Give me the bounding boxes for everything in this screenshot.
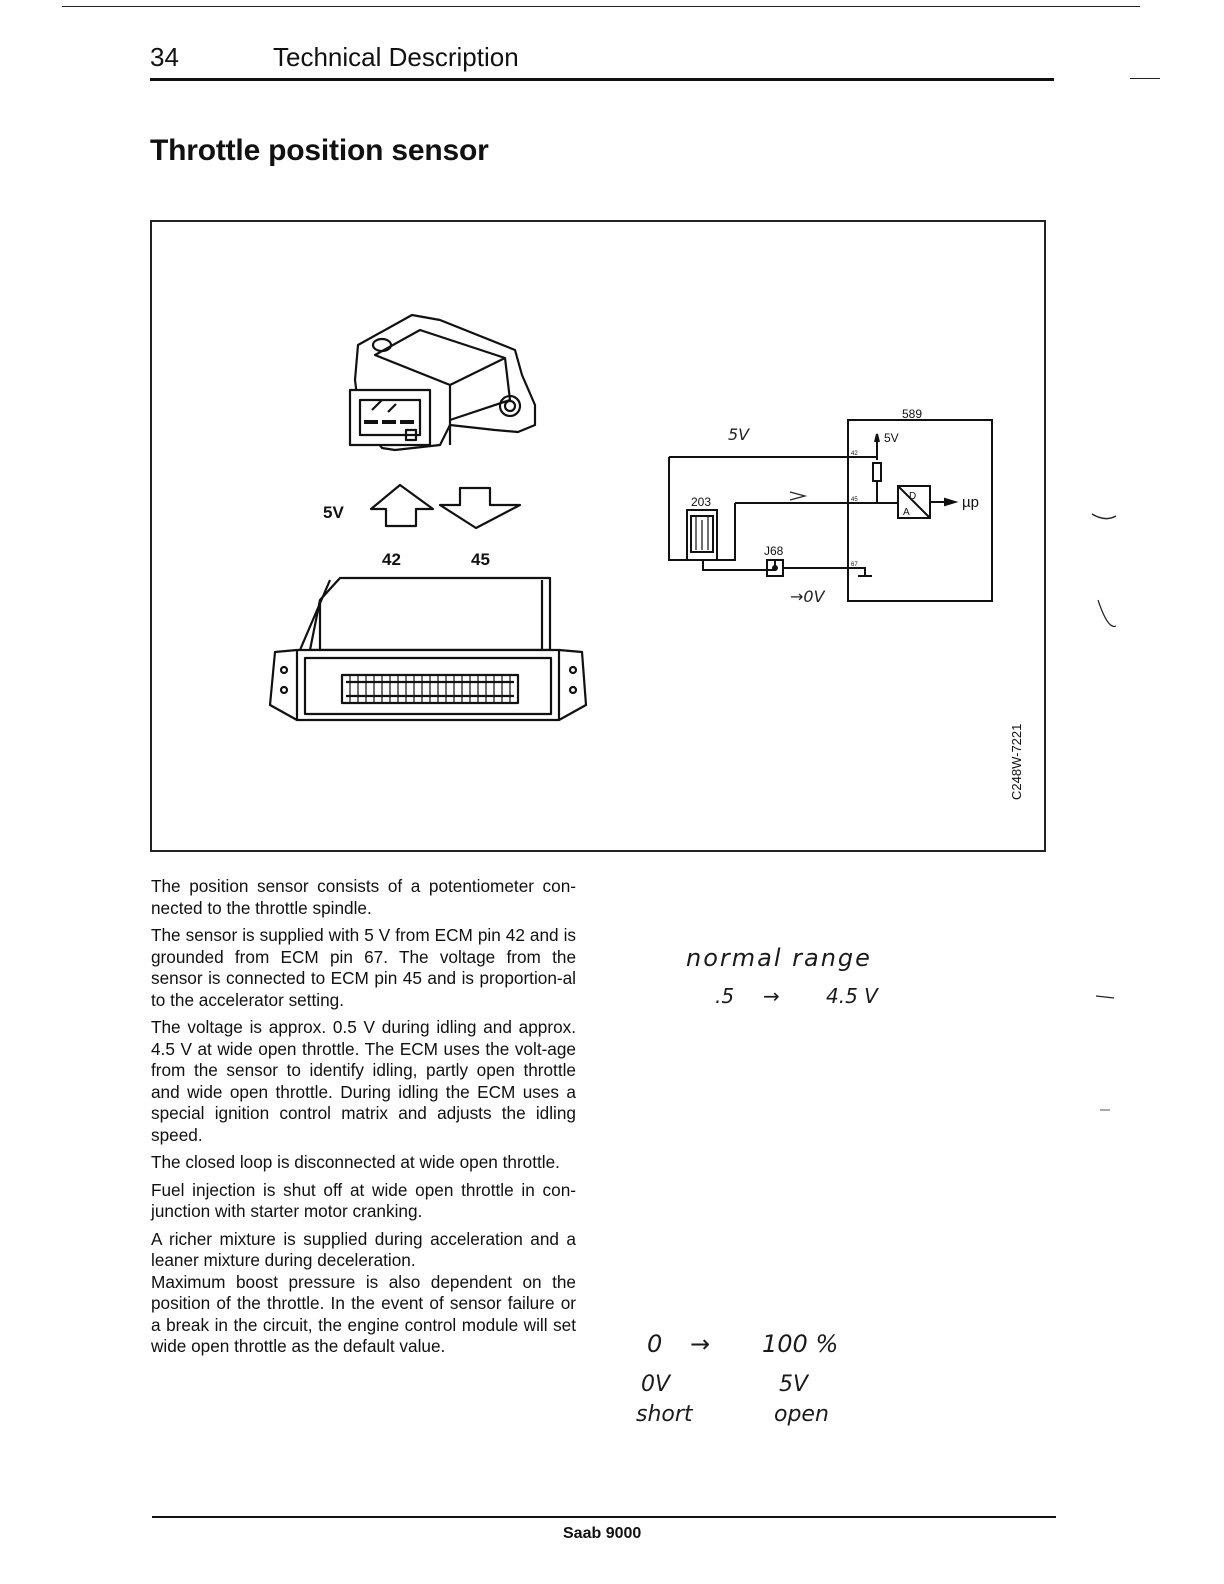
wiring-schematic [669,420,992,601]
junction-label: J68 [764,544,784,558]
pin-67-schematic: 67 [851,562,858,568]
pin-42-schematic: 42 [851,451,858,457]
handwritten-scale-arrow: → [690,1330,711,1358]
handwritten-range-arrow: → [763,984,780,1008]
page-heading: Throttle position sensor [150,134,489,167]
paragraph: The closed loop is disconnected at wide open throttle. [151,1152,560,1172]
section-title: Technical Description [273,42,519,72]
handwritten-range-high: 4.5 V [826,984,878,1008]
handwritten-range-low: .5 [715,984,735,1008]
pin-45-label: 45 [471,550,490,569]
ecm-id-label: 589 [902,407,923,421]
adc-a-label: A [903,507,910,518]
body-text [151,876,576,1364]
microprocessor-label: µp [962,494,979,511]
handwritten-state-high: open [774,1402,829,1427]
margin-mark [1130,78,1160,79]
handwritten-scale-high: 100 % [762,1330,839,1358]
paragraph: Fuel injection is shut off at wide open throttle in con-junction with starter motor cranking. [151,1179,576,1221]
ecm-supply-label: 5V [884,431,899,445]
margin-scan-marks [1090,490,1130,1130]
signal-arrows [371,485,520,528]
header-rule [150,78,1054,81]
pin-42-label: 42 [382,550,401,569]
paragraph: A richer mixture is supplied during acceleration and a leaner mixture during deceleration. [151,1228,576,1270]
page-number: 34 [150,42,179,72]
paragraph: The voltage is approx. 0.5 V during idling and approx. 4.5 V at wide open throttle. The ECM uses the volt-age from the sensor to identify idling, partly open throttle and wide open throttle. During idling the ECM uses a special ignition control matrix and adjusts the idling speed. [151,1017,576,1145]
handwritten-supply-note: 5V [728,425,750,444]
handwritten-volt-high: 5V [779,1372,809,1397]
adc-d-label: D [909,491,917,502]
footer-rule [152,1516,1056,1518]
sensor-id-label: 203 [691,495,712,509]
footer-model: Saab 9000 [563,1525,642,1542]
handwritten-state-low: short [636,1402,693,1427]
ecm-module-drawing [270,578,586,720]
figure-illustration [150,220,1046,852]
handwritten-arrow [790,492,805,500]
supply-label: 5V [323,503,344,522]
throttle-sensor-drawing [350,315,535,450]
handwritten-scale-low: 0 [647,1330,663,1358]
pin-45-schematic: 45 [851,497,858,503]
handwritten-ground-note: →0V [790,587,825,606]
handwritten-volt-low: 0V [641,1372,671,1397]
top-scan-rule [62,6,1140,7]
handwritten-range-title: normal range [686,944,872,972]
figure-code: C248W-7221 [1009,723,1024,800]
paragraph: The position sensor consists of a potentiometer con-nected to the throttle spindle. [151,876,576,918]
paragraph: The sensor is supplied with 5 V from ECM pin 42 and is grounded from ECM pin 67. The voltage from the sensor is connected to ECM pin 45 and is proportion-al to the accelerator setting. [151,925,576,1010]
paragraph: Maximum boost pressure is also dependent on the position of the throttle. In the event of sensor failure or a break in the circuit, the engine control module will set wide open throttle as the default value. [151,1271,576,1356]
